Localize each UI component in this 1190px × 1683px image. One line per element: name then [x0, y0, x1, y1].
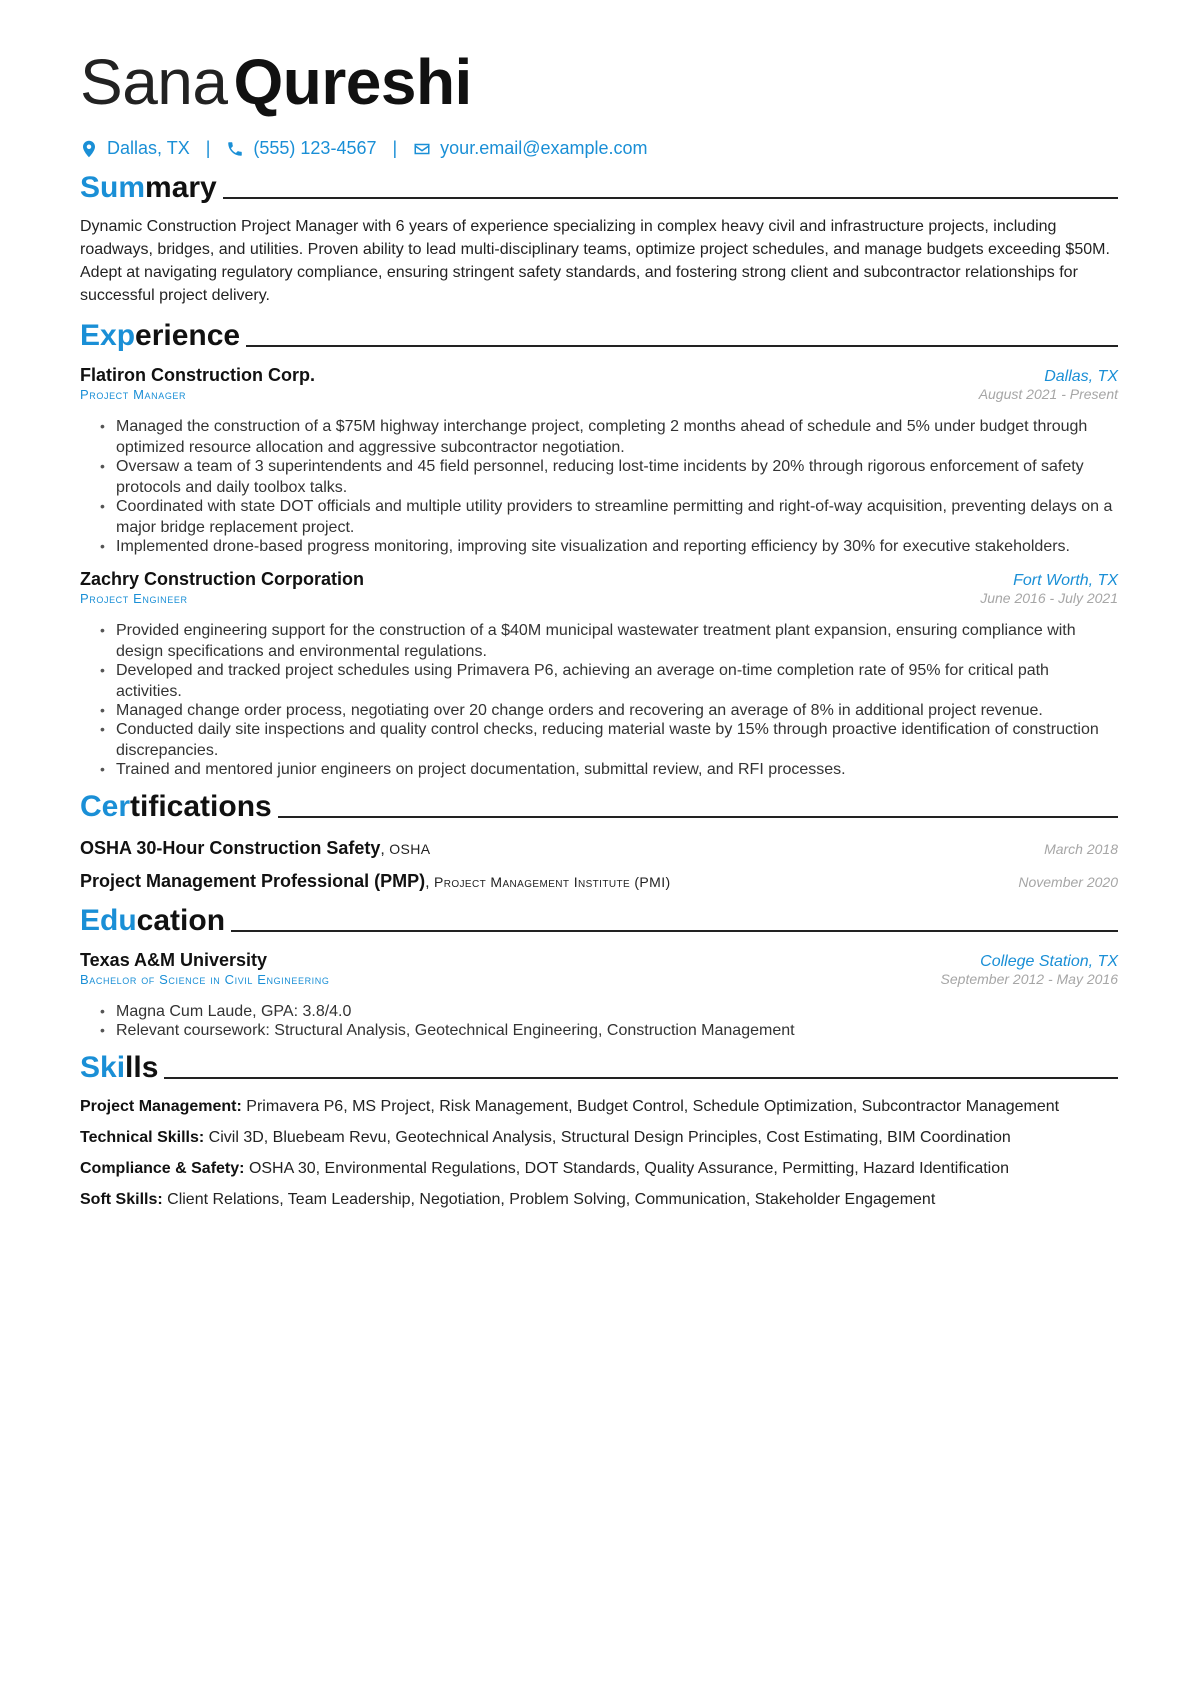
first-name: Sana	[80, 46, 228, 118]
education-entry	[80, 950, 1118, 1041]
cert-issuer: Project Management Institute (PMI)	[433, 874, 671, 890]
job-org: Zachry Construction Corporation	[80, 569, 365, 589]
certifications-heading	[80, 788, 1118, 826]
school-location: College Station, TX	[980, 953, 1118, 970]
cert-date: November 2020	[1018, 874, 1118, 890]
summary-text: Dynamic Construction Project Manager with 6 years of experience specializing in complex heavy civil and infrastructure projects, including roadways, bridges, and utilities. Proven ability to lead multi-disciplinary teams, optimize project schedules, and manage budgets exceeding $50M. Adept at navigating regulatory compliance, ensuring stringent safety standards, and fostering strong client and subcontractor relationships for successful project delivery.	[80, 218, 1110, 304]
summary-title-rest: mary	[145, 171, 217, 204]
certification-item: OSHA 30-Hour Construction Safety, OSHA March 2018	[80, 838, 1118, 858]
certifications-title	[80, 788, 272, 826]
experience-title-rest: erience	[135, 319, 241, 352]
school-name: Texas A&M University	[80, 950, 268, 970]
contact-phone[interactable]	[226, 138, 376, 159]
skill-line	[80, 1127, 1118, 1149]
skill-label: Soft Skills:	[80, 1191, 163, 1208]
location-text: Dallas, TX	[107, 138, 190, 158]
skill-label: Compliance & Safety:	[80, 1160, 245, 1177]
cert-date: March 2018	[1044, 841, 1118, 857]
cert-title: OSHA 30-Hour Construction Safety	[80, 838, 381, 858]
job-bullets	[80, 416, 1118, 557]
section-rule	[164, 1077, 1118, 1079]
education-heading	[80, 902, 1118, 940]
job-role: Project Manager	[80, 387, 187, 402]
job-bullet: • Implemented drone-based progress monitoring, improving site visualization and reporting efficiency by 30% for executive stakeholders.	[116, 536, 1118, 557]
job-location: Fort Worth, TX	[1013, 572, 1118, 589]
job-dates: June 2016 - July 2021	[980, 590, 1118, 606]
skill-line	[80, 1096, 1118, 1118]
contact-separator: |	[205, 138, 211, 158]
skills-title-accent: Ski	[80, 1051, 126, 1084]
education-title	[80, 902, 225, 940]
job-entry	[80, 365, 1118, 557]
experience-title	[80, 317, 240, 355]
job-bullet: • Conducted daily site inspections and quality control checks, reducing material waste by 15% through proactive identification of construction discrepancies.	[116, 719, 1118, 761]
job-org: Flatiron Construction Corp.	[80, 365, 315, 385]
cert-title: Project Management Professional (PMP)	[80, 871, 426, 891]
skill-value: Civil 3D, Bluebeam Revu, Geotechnical Analysis, Structural Design Principles, Cost Estimating, BIM Coordination	[208, 1129, 1011, 1146]
education-title-rest: cation	[136, 904, 226, 937]
contact-bar	[80, 138, 1118, 159]
education-bullet: • Relevant coursework: Structural Analysis, Geotechnical Engineering, Construction Management	[116, 1020, 1118, 1041]
skill-line	[80, 1189, 1118, 1211]
experience-title-accent: Exp	[80, 319, 136, 352]
education-dates: September 2012 - May 2016	[940, 971, 1118, 987]
education-bullets	[80, 1001, 1118, 1041]
contact-location	[80, 138, 190, 159]
job-bullet: • Developed and tracked project schedules using Primavera P6, achieving an average on-time completion rate of 95% for critical path activities.	[116, 660, 1118, 702]
experience-heading	[80, 317, 1118, 355]
contact-separator: |	[392, 138, 398, 158]
job-bullet: • Managed the construction of a $75M highway interchange project, completing 2 months ahead of schedule and 5% under budget through optimized resource allocation and aggressive subcontractor negotiation.	[116, 416, 1118, 458]
job-bullet: • Coordinated with state DOT officials and multiple utility providers to streamline permitting and right-of-way acquisition, preventing delays on a major bridge replacement project.	[116, 496, 1118, 538]
candidate-name	[80, 40, 1118, 124]
phone-icon	[226, 140, 244, 158]
section-rule	[231, 930, 1118, 932]
certification-item: Project Management Professional (PMP), Project Management Institute (PMI) November 2020	[80, 871, 1118, 891]
job-bullets	[80, 620, 1118, 780]
map-pin-icon	[80, 140, 98, 158]
education-bullet: • Magna Cum Laude, GPA: 3.8/4.0	[116, 1001, 1118, 1022]
skills-title-rest: lls	[125, 1051, 159, 1084]
education-title-accent: Edu	[80, 904, 137, 937]
job-entry	[80, 569, 1118, 780]
job-dates: August 2021 - Present	[978, 386, 1118, 402]
cert-issuer: OSHA	[389, 841, 431, 857]
phone-text[interactable]: (555) 123-4567	[253, 138, 377, 158]
skill-label: Technical Skills:	[80, 1129, 205, 1146]
job-role: Project Engineer	[80, 591, 188, 606]
skill-label: Project Management:	[80, 1098, 242, 1115]
summary-title	[80, 169, 217, 207]
envelope-icon	[413, 140, 431, 158]
section-rule	[246, 345, 1118, 347]
job-bullet: • Oversaw a team of 3 superintendents and 45 field personnel, reducing lost-time incidents by 20% through rigorous enforcement of safety protocols and daily toolbox talks.	[116, 456, 1118, 498]
job-bullet: • Managed change order process, negotiating over 20 change orders and recovering an average of 8% in additional project revenue.	[116, 700, 1118, 721]
job-location: Dallas, TX	[1044, 368, 1118, 385]
skill-line	[80, 1158, 1118, 1180]
contact-email[interactable]	[413, 138, 647, 159]
job-bullet: • Trained and mentored junior engineers on project documentation, submittal review, and RFI processes.	[116, 759, 1118, 780]
degree: Bachelor of Science in Civil Engineering	[80, 972, 330, 987]
section-rule	[223, 197, 1118, 199]
summary-title-accent: Sum	[80, 171, 146, 204]
last-name: Qureshi	[233, 46, 472, 118]
certifications-title-accent: Cer	[80, 790, 131, 823]
skills-title	[80, 1049, 158, 1087]
email-link[interactable]: your.email@example.com	[440, 138, 648, 158]
summary-heading	[80, 169, 1118, 207]
skill-value: OSHA 30, Environmental Regulations, DOT Standards, Quality Assurance, Permitting, Hazard Identification	[248, 1160, 1010, 1177]
certifications-title-rest: tifications	[130, 790, 272, 823]
job-bullet: • Provided engineering support for the construction of a $40M municipal wastewater treatment plant expansion, ensuring compliance with design specifications and environmental regulations.	[116, 620, 1118, 662]
skill-value: Client Relations, Team Leadership, Negotiation, Problem Solving, Communication, Stakeholder Engagement	[167, 1191, 936, 1208]
section-rule	[278, 816, 1118, 818]
skills-heading	[80, 1049, 1118, 1087]
skill-value: Primavera P6, MS Project, Risk Management, Budget Control, Schedule Optimization, Subcontractor Management	[246, 1098, 1060, 1115]
